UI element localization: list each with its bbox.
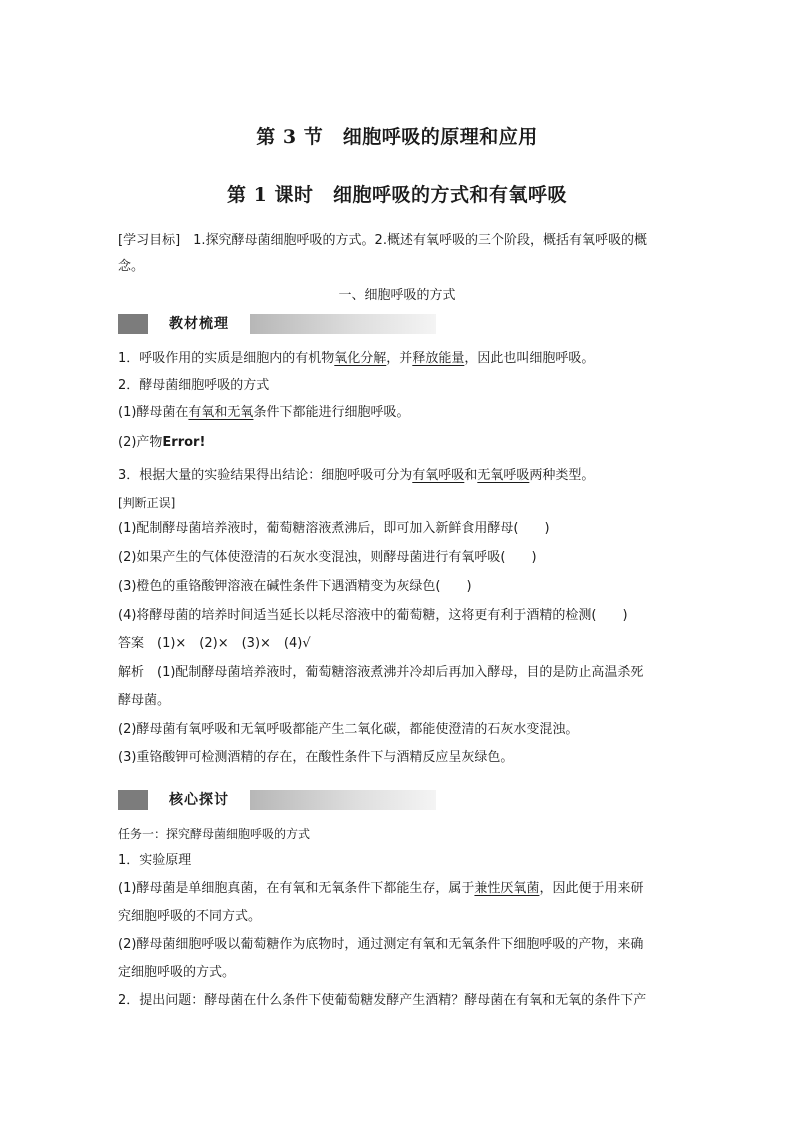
judge-heading: [判断正误] xyxy=(118,496,176,510)
core-item-1b-cont: 定细胞呼吸的方式。 xyxy=(118,965,236,980)
core-section-label: 核心探讨 xyxy=(148,790,250,810)
textbook-section-label: 教材梳理 xyxy=(148,314,250,334)
judge-question-4: (4)将酵母菌的培养时间适当延长以耗尽溶液中的葡萄糖，这将更有利于酒精的检测( ) xyxy=(118,608,628,623)
core-item-1a xyxy=(118,876,678,902)
judge-analysis-1-cont: 酵母菌。 xyxy=(118,693,171,708)
text-segment: ，并 xyxy=(386,351,413,366)
judge-question-2: (2)如果产生的气体使澄清的石灰水变混浊，则酵母菌进行有氧呼吸( ) xyxy=(118,550,537,565)
learning-objectives-line1: [学习目标] 1.探究酵母菌细胞呼吸的方式。2.概述有氧呼吸的三个阶段，概括有氧呼吸的概 xyxy=(118,233,647,248)
text-segment: (2)产物 xyxy=(118,435,163,450)
text-segment: ，因此也叫细胞呼吸。 xyxy=(464,351,595,366)
textbook-item-2a xyxy=(118,400,678,426)
text-segment: (1)酵母菌是单细胞真菌，在有氧和无氧条件下都能生存，属于 xyxy=(118,881,475,896)
task-one-heading: 任务一：探究酵母菌细胞呼吸的方式 xyxy=(118,827,311,841)
answer-aerobic-respiration: 有氧呼吸 xyxy=(412,468,465,483)
answer-release-energy: 释放能量 xyxy=(412,351,465,366)
judge-question-3: (3)橙色的重铬酸钾溶液在碱性条件下遇酒精变为灰绿色( ) xyxy=(118,579,472,594)
core-section-banner xyxy=(118,790,436,810)
textbook-section-banner xyxy=(118,314,436,334)
banner-lead-block xyxy=(118,790,148,810)
error-field: Error! xyxy=(162,435,206,450)
answer-aerobic-anaerobic: 有氧和无氧 xyxy=(188,405,254,420)
textbook-item-2b xyxy=(118,430,678,456)
text-segment: 3．根据大量的实验结果得出结论：细胞呼吸可分为 xyxy=(118,468,413,483)
lesson-title: 第 1 课时 细胞呼吸的方式和有氧呼吸 xyxy=(227,184,567,206)
judge-analysis-2: (2)酵母菌有氧呼吸和无氧呼吸都能产生二氧化碳，都能使澄清的石灰水变混浊。 xyxy=(118,722,579,737)
answer-facultative-anaerobe: 兼性厌氧菌 xyxy=(474,881,540,896)
answer-anaerobic-respiration: 无氧呼吸 xyxy=(477,468,530,483)
part-heading: 一、细胞呼吸的方式 xyxy=(338,288,456,303)
textbook-item-2: 2．酵母菌细胞呼吸的方式 xyxy=(118,378,270,393)
core-item-2: 2．提出问题：酵母菌在什么条件下使葡萄糖发酵产生酒精？酵母菌在有氧和无氧的条件下产 xyxy=(118,993,647,1008)
judge-analysis-3: (3)重铬酸钾可检测酒精的存在，在酸性条件下与酒精反应呈灰绿色。 xyxy=(118,750,514,765)
text-segment: 两种类型。 xyxy=(529,468,595,483)
text-segment: (1)酵母菌在 xyxy=(118,405,189,420)
textbook-item-1 xyxy=(118,346,678,372)
judge-analysis-1: 解析 (1)配制酵母菌培养液时，葡萄糖溶液煮沸并冷却后再加入酵母，目的是防止高温杀死 xyxy=(118,665,644,680)
textbook-item-3 xyxy=(118,463,678,489)
section-title: 第 3 节 细胞呼吸的原理和应用 xyxy=(256,126,538,148)
learning-objectives-line2: 念。 xyxy=(118,259,145,274)
core-item-1b: (2)酵母菌细胞呼吸以葡萄糖作为底物时，通过测定有氧和无氧条件下细胞呼吸的产物，来确 xyxy=(118,937,644,952)
core-item-1a-cont: 究细胞呼吸的不同方式。 xyxy=(118,909,262,924)
core-item-1: 1．实验原理 xyxy=(118,853,192,868)
text-segment: ，因此便于用来研 xyxy=(539,881,644,896)
text-segment: 和 xyxy=(464,468,478,483)
judge-question-1: (1)配制酵母菌培养液时，葡萄糖溶液煮沸后，即可加入新鲜食用酵母( ) xyxy=(118,521,550,536)
text-segment: 1．呼吸作用的实质是细胞内的有机物 xyxy=(118,351,335,366)
answer-oxidative-decomposition: 氧化分解 xyxy=(334,351,387,366)
text-segment: 条件下都能进行细胞呼吸。 xyxy=(253,405,410,420)
banner-lead-block xyxy=(118,314,148,334)
judge-answer: 答案 (1)× (2)× (3)× (4)√ xyxy=(118,636,311,651)
